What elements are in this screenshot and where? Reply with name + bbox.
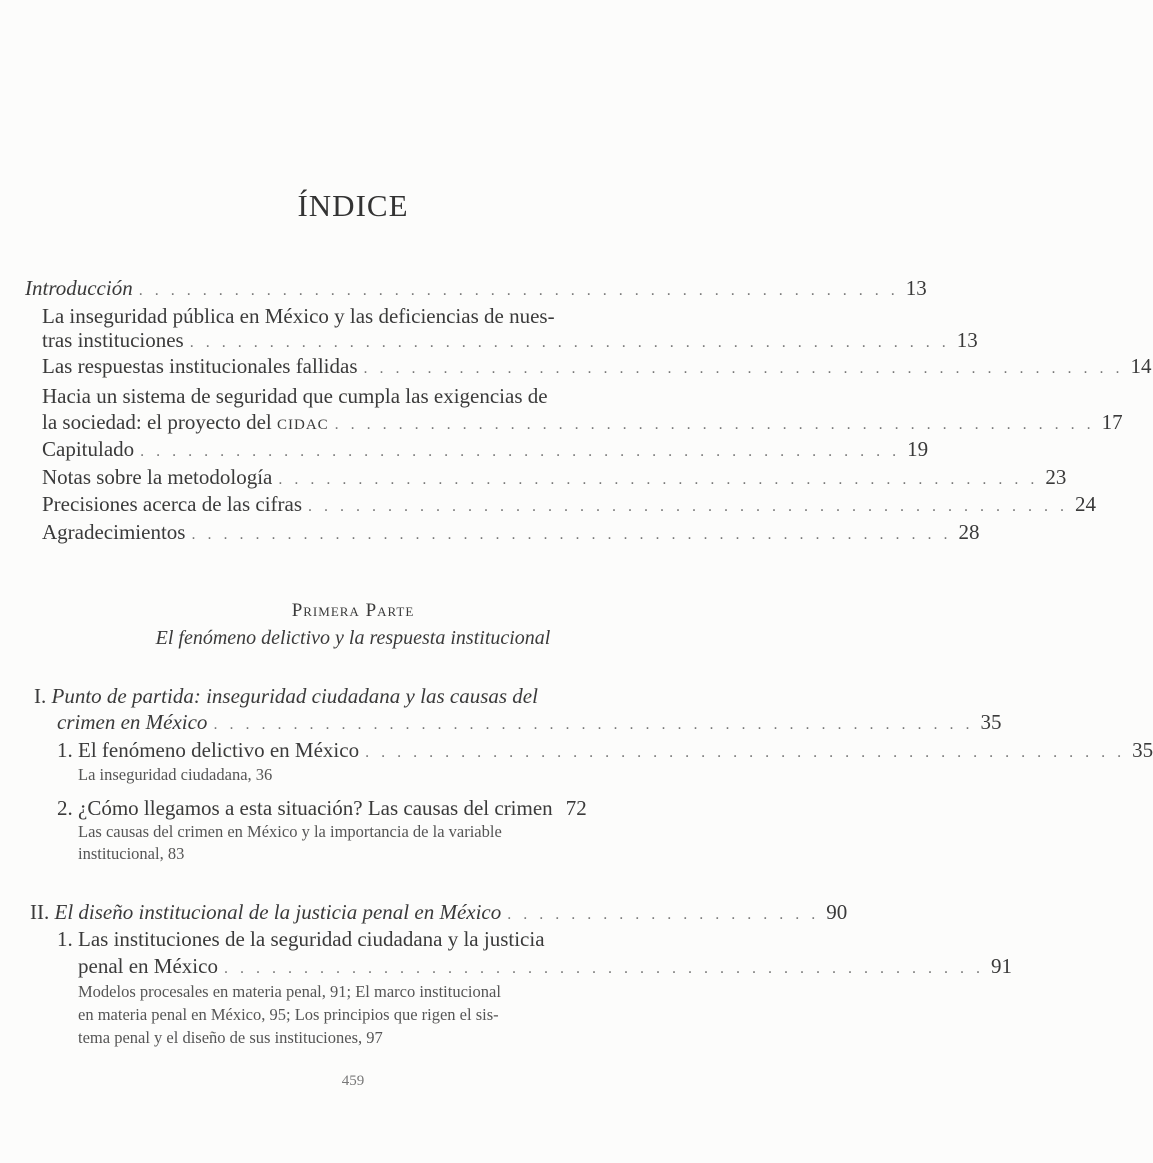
page-folio: 459: [341, 1073, 365, 1089]
toc-entry-chapter-1[interactable]: [57, 710, 1002, 737]
toc-entry-agradecimientos[interactable]: [42, 520, 980, 547]
leader-dots: . . . . . . . . . . . . . . . . . . . . . . . . . . . . . . . . . . . . . . . . . . . . . . . .: [334, 416, 1095, 433]
part-subtitle: El fenómeno delictivo y la respuesta institucional: [155, 627, 551, 649]
toc-page-number: 35: [980, 710, 1002, 734]
acronym-cidac: cidac: [277, 410, 329, 434]
toc-entry-introduccion[interactable]: [25, 276, 927, 303]
chapter-title: El diseño institucional de la justicia penal en México: [54, 900, 502, 924]
leader-dots: . . . . . . . . . . . . . . . . . . . . . . . . . . . . . . . . . . . . . . . . . . . . . . . .: [308, 498, 1069, 515]
leader-dots: . . . . . . . . . . . . . . . . . . . . . . . . . . . . . . . . . . . . . . . . . . . . . . . .: [223, 960, 984, 977]
toc-page-number: 35: [1132, 738, 1153, 762]
toc-entry-capitulado[interactable]: [42, 437, 929, 464]
part-label: Primera Parte: [291, 600, 415, 621]
leader-dots: . . . . . . . . . . . . . . . . . . . . . . . . . . . . . . . . . . . . . . . . . . . . . . . .: [363, 360, 1124, 377]
page-title: ÍNDICE: [297, 188, 409, 223]
chapter-number: I.: [34, 684, 47, 708]
toc-entry-line: La inseguridad pública en México y las deficiencias de nues-: [42, 304, 555, 328]
toc-page-number: 24: [1075, 492, 1097, 516]
toc-entry-section-2-1[interactable]: [78, 954, 1012, 981]
toc-subentry: tema penal y el diseño de sus instituciones, 97: [78, 1028, 383, 1047]
toc-subentry: La inseguridad ciudadana, 36: [78, 765, 273, 784]
toc-subentry: institucional, 83: [78, 844, 185, 863]
toc-entry-hacia[interactable]: [42, 410, 1123, 437]
leader-dots: . . . . . . . . . . . . . . . . . . . . . . . . . . . . . . . . . . . . . . . . . . . . . . . .: [213, 716, 974, 733]
toc-entry-chapter-2[interactable]: [30, 900, 848, 927]
toc-page-number: 90: [826, 900, 848, 924]
toc-subentry: Las causas del crimen en México y la importancia de la variable: [78, 822, 502, 841]
toc-page-number: 13: [956, 328, 978, 352]
leader-dots: . . . . . . . . . . . . . . . . . . . . . . . . . . . . . . . . . . . . . . . . . . . . . . . .: [189, 334, 950, 351]
toc-subentry: en materia penal en México, 95; Los principios que rigen el sis-: [78, 1005, 499, 1024]
toc-entry-label: 1. El fenómeno delictivo en México: [57, 738, 360, 762]
toc-entry-respuestas[interactable]: [42, 354, 1152, 381]
leader-dots: . . . . . . . . . . . . . . . . . . . . . . . . . . . . . . . . . . . . . . . . . . . . . . . .: [278, 471, 1039, 488]
toc-entry-label: Precisiones acerca de las cifras: [42, 492, 303, 516]
toc-page-number: 13: [905, 276, 927, 300]
toc-page-number: 91: [990, 954, 1012, 978]
toc-entry-label: Notas sobre la metodología: [42, 465, 273, 489]
toc-entry-label-text: la sociedad: el proyecto del: [42, 410, 277, 434]
leader-dots: . . . . . . . . . . . . . . . . . . . . . . . . . . . . . . . . . . . . . . . . . . . . . . . .: [140, 443, 901, 460]
toc-page-number: 72: [565, 796, 587, 820]
toc-entry-label: Agradecimientos: [42, 520, 186, 544]
toc-page-number: 19: [907, 437, 929, 461]
toc-entry-label: 2. ¿Cómo llegamos a esta situación? Las causas del crimen: [57, 796, 553, 820]
toc-entry-label: Capitulado: [42, 437, 135, 461]
chapter-title-line: Punto de partida: inseguridad ciudadana y las causas del: [51, 684, 538, 708]
toc-entry-inseguridad[interactable]: [42, 328, 978, 355]
toc-entry-label: tras instituciones: [42, 328, 184, 352]
toc-entry-label: crimen en México: [57, 710, 208, 734]
toc-entry-section-1-1[interactable]: [57, 738, 1153, 765]
toc-page-number: 23: [1045, 465, 1067, 489]
toc-page-number: 28: [958, 520, 980, 544]
leader-dots: . . . . . . . . . . . . . . . . . . . . . . . . . . . . . . . . . . . . . . . . . . . . . . . .: [365, 744, 1126, 761]
toc-page-number: 17: [1101, 410, 1123, 434]
chapter-number: II.: [30, 900, 50, 924]
leader-dots: . . . . . . . . . . . . . . . . . . . .: [507, 906, 820, 923]
leader-dots: . . . . . . . . . . . . . . . . . . . . . . . . . . . . . . . . . . . . . . . . . . . . . . . .: [138, 282, 899, 299]
toc-entry-label: [42, 410, 329, 434]
toc-entry-notas[interactable]: [42, 465, 1067, 492]
toc-subentry: Modelos procesales en materia penal, 91; El marco institucional: [78, 982, 501, 1001]
toc-entry-line: Hacia un sistema de seguridad que cumpla las exigencias de: [42, 384, 548, 408]
toc-entry-label: penal en México: [78, 954, 218, 978]
toc-entry-label: [30, 900, 501, 924]
toc-entry-line: 1. Las instituciones de la seguridad ciudadana y la justicia: [57, 927, 545, 951]
toc-page-number: 14: [1130, 354, 1152, 378]
chapter-heading: [34, 684, 538, 708]
toc-entry-precisiones[interactable]: [42, 492, 1097, 519]
toc-entry-section-1-2[interactable]: [57, 796, 587, 823]
toc-entry-label: Las respuestas institucionales fallidas: [42, 354, 358, 378]
leader-dots: . . . . . . . . . . . . . . . . . . . . . . . . . . . . . . . . . . . . . . . . . . . . . . . .: [191, 526, 952, 543]
toc-entry-label: Introducción: [25, 276, 133, 300]
